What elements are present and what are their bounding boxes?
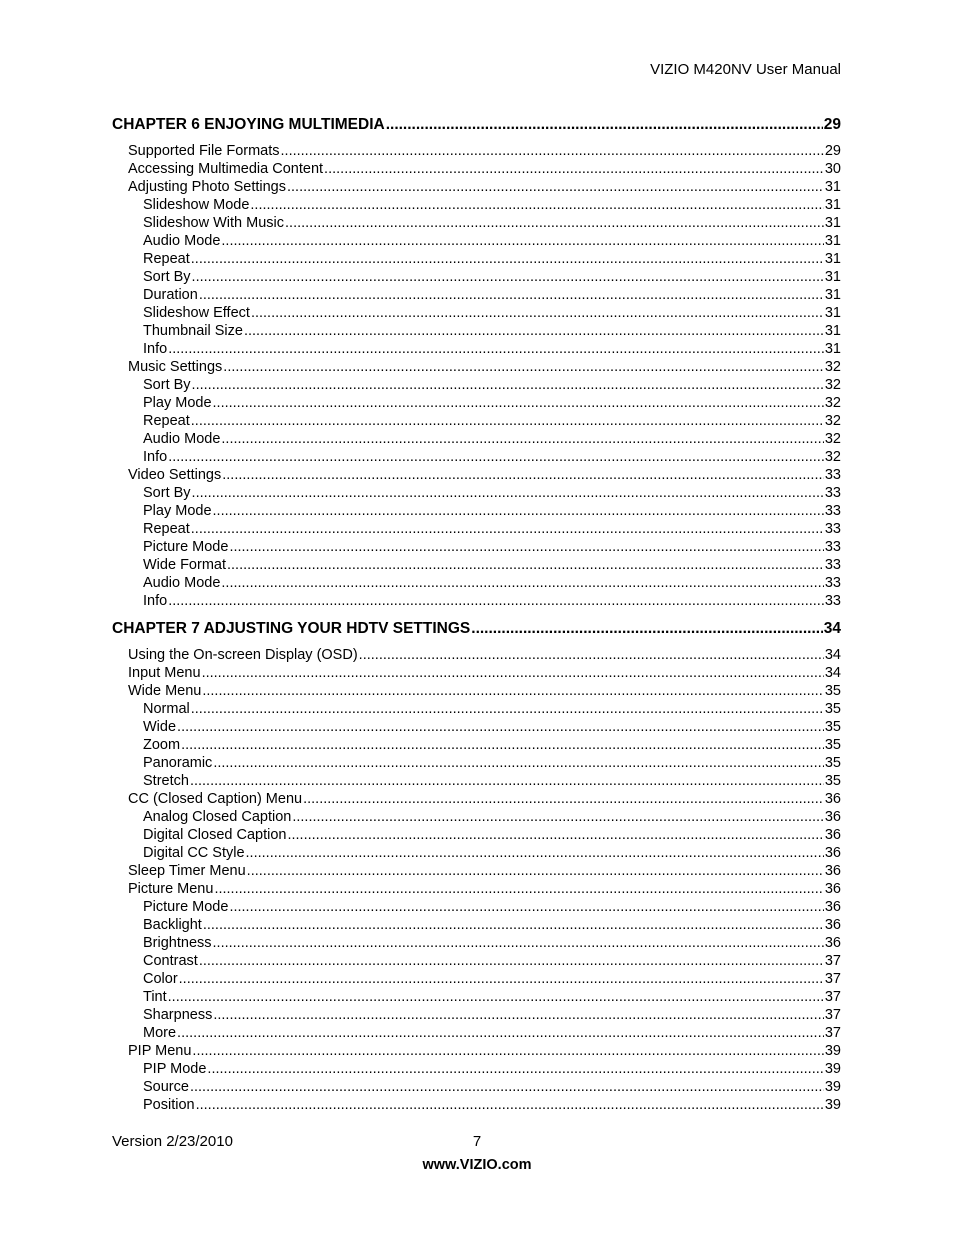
- toc-entry[interactable]: [112, 574, 841, 592]
- toc-chapter-7: [112, 619, 841, 1114]
- chapter-title: CHAPTER 6 ENJOYING MULTIMEDIA: [112, 116, 385, 133]
- toc-entry[interactable]: [112, 718, 841, 736]
- dot-leader: [229, 898, 823, 916]
- toc-entry-page-number: 31: [824, 341, 841, 357]
- toc-entry-page-number: 32: [824, 413, 841, 429]
- toc-entry[interactable]: [112, 1060, 841, 1078]
- toc-entry-label: More: [143, 1025, 177, 1041]
- toc-entry-label: Using the On-screen Display (OSD): [128, 647, 358, 663]
- toc-entry-page-number: 32: [824, 449, 841, 465]
- toc-entry-page-number: 33: [824, 485, 841, 501]
- toc-entry-page-number: 31: [824, 233, 841, 249]
- toc-entry-label: Music Settings: [128, 359, 223, 375]
- dot-leader: [213, 1006, 824, 1024]
- toc-entry-page-number: 33: [824, 557, 841, 573]
- toc-entry-label: Audio Mode: [143, 431, 221, 447]
- toc-entry-page-number: 35: [824, 701, 841, 717]
- dot-leader: [168, 592, 824, 610]
- toc-entry[interactable]: [112, 484, 841, 502]
- toc-entry-page-number: 31: [824, 215, 841, 231]
- dot-leader: [303, 790, 824, 808]
- dot-leader: [192, 1042, 823, 1060]
- toc-entry[interactable]: [112, 142, 841, 160]
- toc-entry-page-number: 36: [824, 827, 841, 843]
- toc-entry-label: Digital Closed Caption: [143, 827, 287, 843]
- toc-entry[interactable]: [112, 286, 841, 304]
- chapter-heading[interactable]: [112, 115, 841, 135]
- toc-entry-label: Info: [143, 449, 168, 465]
- toc-entry[interactable]: [112, 592, 841, 610]
- toc-entry-label: Picture Menu: [128, 881, 214, 897]
- toc-entry-label: Input Menu: [128, 665, 201, 681]
- toc-entry-page-number: 35: [824, 683, 841, 699]
- toc-entry-page-number: 39: [824, 1043, 841, 1059]
- dot-leader: [292, 808, 824, 826]
- toc-entry-label: Video Settings: [128, 467, 222, 483]
- toc-entry-label: Info: [143, 341, 168, 357]
- toc-entry-page-number: 36: [824, 935, 841, 951]
- toc-entry-page-number: 33: [824, 539, 841, 555]
- toc-entry[interactable]: [112, 250, 841, 268]
- toc-entry-label: Color: [143, 971, 178, 987]
- toc-entry[interactable]: [112, 556, 841, 574]
- dot-leader: [191, 520, 824, 538]
- dot-leader: [285, 214, 824, 232]
- toc-entry-page-number: 37: [824, 1007, 841, 1023]
- chapter-page-number: 29: [823, 116, 841, 133]
- toc-entry-page-number: 37: [824, 989, 841, 1005]
- toc-entry[interactable]: [112, 898, 841, 916]
- toc-entry-label: Slideshow Effect: [143, 305, 250, 321]
- toc-entry-label: Position: [143, 1097, 195, 1113]
- dot-leader: [222, 466, 824, 484]
- dot-leader: [196, 1096, 824, 1114]
- toc-entry-page-number: 37: [824, 1025, 841, 1041]
- toc-entry-list: [112, 646, 841, 1114]
- toc-entry[interactable]: [112, 304, 841, 322]
- toc-entry-label: Sleep Timer Menu: [128, 863, 246, 879]
- toc-entry-page-number: 31: [824, 287, 841, 303]
- toc-entry-page-number: 32: [824, 359, 841, 375]
- toc-entry-label: Sort By: [143, 377, 191, 393]
- toc-entry-label: Picture Mode: [143, 539, 229, 555]
- version-label: Version 2/23/2010: [112, 1133, 233, 1150]
- toc-entry-page-number: 36: [824, 881, 841, 897]
- toc-entry[interactable]: [112, 736, 841, 754]
- toc-entry-label: Play Mode: [143, 395, 212, 411]
- dot-leader: [213, 394, 824, 412]
- dot-leader: [202, 664, 824, 682]
- toc-entry-page-number: 36: [824, 791, 841, 807]
- toc-entry-label: Digital CC Style: [143, 845, 245, 861]
- toc-entry[interactable]: [112, 376, 841, 394]
- toc-entry-page-number: 39: [824, 1097, 841, 1113]
- dot-leader: [251, 304, 824, 322]
- toc-entry-page-number: 33: [824, 521, 841, 537]
- toc-entry[interactable]: [112, 934, 841, 952]
- dot-leader: [229, 538, 823, 556]
- toc-entry-label: Audio Mode: [143, 575, 221, 591]
- toc-entry-label: Repeat: [143, 413, 190, 429]
- dot-leader: [192, 268, 824, 286]
- toc-entry-page-number: 31: [824, 269, 841, 285]
- toc-entry[interactable]: [112, 448, 841, 466]
- dot-leader: [244, 322, 824, 340]
- toc-entry-label: Audio Mode: [143, 233, 221, 249]
- toc-entry[interactable]: [112, 862, 841, 880]
- chapter-heading[interactable]: [112, 619, 841, 639]
- toc-entry-page-number: 37: [824, 953, 841, 969]
- toc-entry[interactable]: [112, 844, 841, 862]
- toc-entry[interactable]: [112, 1078, 841, 1096]
- toc-entry-page-number: 35: [824, 737, 841, 753]
- dot-leader: [471, 619, 822, 639]
- dot-leader: [207, 1060, 823, 1078]
- dot-leader: [192, 376, 824, 394]
- toc-entry-label: Repeat: [143, 251, 190, 267]
- toc-entry-label: Wide Format: [143, 557, 226, 573]
- dot-leader: [191, 700, 824, 718]
- toc-entry-label: PIP Mode: [143, 1061, 207, 1077]
- dot-leader: [287, 178, 824, 196]
- dot-leader: [199, 286, 824, 304]
- dot-leader: [324, 160, 824, 178]
- toc-entry[interactable]: [112, 232, 841, 250]
- toc-entry[interactable]: [112, 808, 841, 826]
- toc-entry-page-number: 35: [824, 719, 841, 735]
- toc-entry[interactable]: [112, 430, 841, 448]
- dot-leader: [177, 718, 824, 736]
- toc-entry[interactable]: [112, 772, 841, 790]
- toc-entry[interactable]: [112, 160, 841, 178]
- toc-entry-page-number: 32: [824, 377, 841, 393]
- toc-entry[interactable]: [112, 988, 841, 1006]
- toc-entry[interactable]: [112, 214, 841, 232]
- toc-entry[interactable]: [112, 646, 841, 664]
- toc-entry-label: Supported File Formats: [128, 143, 280, 159]
- toc-entry-label: Picture Mode: [143, 899, 229, 915]
- toc-entry-label: Slideshow With Music: [143, 215, 285, 231]
- dot-leader: [199, 952, 824, 970]
- toc-entry-label: Repeat: [143, 521, 190, 537]
- toc-entry-page-number: 33: [824, 467, 841, 483]
- dot-leader: [246, 844, 824, 862]
- toc-entry-label: Sort By: [143, 485, 191, 501]
- toc-entry-page-number: 36: [824, 845, 841, 861]
- toc-entry[interactable]: [112, 412, 841, 430]
- toc-entry-page-number: 39: [824, 1061, 841, 1077]
- toc-entry[interactable]: [112, 952, 841, 970]
- dot-leader: [221, 574, 823, 592]
- dot-leader: [191, 412, 824, 430]
- toc-chapter-6: [112, 115, 841, 610]
- toc-entry-page-number: 31: [824, 323, 841, 339]
- dot-leader: [221, 232, 823, 250]
- toc-entry[interactable]: [112, 1024, 841, 1042]
- toc-entry[interactable]: [112, 1042, 841, 1060]
- dot-leader: [281, 142, 824, 160]
- toc-entry-page-number: 36: [824, 863, 841, 879]
- dot-leader: [168, 448, 824, 466]
- dot-leader: [213, 934, 824, 952]
- dot-leader: [221, 430, 823, 448]
- dot-leader: [214, 880, 823, 898]
- toc-entry-page-number: 33: [824, 575, 841, 591]
- website-url: www.VIZIO.com: [422, 1157, 532, 1173]
- toc-entry-page-number: 36: [824, 899, 841, 915]
- dot-leader: [192, 484, 824, 502]
- toc-entry[interactable]: [112, 520, 841, 538]
- dot-leader: [213, 754, 824, 772]
- toc-entry-list: [112, 142, 841, 610]
- toc-entry-label: Duration: [143, 287, 198, 303]
- chapter-page-number: 34: [823, 620, 841, 637]
- toc-entry[interactable]: [112, 754, 841, 772]
- toc-entry[interactable]: [112, 178, 841, 196]
- toc-entry[interactable]: [112, 196, 841, 214]
- dot-leader: [223, 358, 824, 376]
- toc-entry[interactable]: [112, 970, 841, 988]
- dot-leader: [213, 502, 824, 520]
- toc-entry-page-number: 32: [824, 395, 841, 411]
- toc-entry-label: Stretch: [143, 773, 189, 789]
- dot-leader: [287, 826, 823, 844]
- page-number: 7: [472, 1133, 482, 1150]
- toc-entry-label: Panoramic: [143, 755, 213, 771]
- toc-entry-label: Sort By: [143, 269, 191, 285]
- dot-leader: [386, 115, 823, 135]
- toc-entry-label: Tint: [143, 989, 167, 1005]
- toc-entry-label: Analog Closed Caption: [143, 809, 292, 825]
- toc-entry-page-number: 37: [824, 971, 841, 987]
- toc-entry[interactable]: [112, 1096, 841, 1114]
- dot-leader: [191, 250, 824, 268]
- toc-entry-page-number: 33: [824, 503, 841, 519]
- toc-entry[interactable]: [112, 880, 841, 898]
- toc-entry-label: Play Mode: [143, 503, 212, 519]
- dot-leader: [181, 736, 824, 754]
- toc-entry[interactable]: [112, 358, 841, 376]
- toc-entry-label: Wide Menu: [128, 683, 202, 699]
- dot-leader: [168, 340, 824, 358]
- toc-entry[interactable]: [112, 682, 841, 700]
- toc-entry-page-number: 35: [824, 755, 841, 771]
- dot-leader: [247, 862, 824, 880]
- toc-entry-label: Sharpness: [143, 1007, 213, 1023]
- dot-leader: [227, 556, 824, 574]
- toc-entry-page-number: 32: [824, 431, 841, 447]
- toc-entry-page-number: 36: [824, 917, 841, 933]
- dot-leader: [168, 988, 824, 1006]
- toc-entry-label: Thumbnail Size: [143, 323, 243, 339]
- dot-leader: [202, 682, 824, 700]
- toc-entry-page-number: 34: [824, 665, 841, 681]
- toc-entry-page-number: 31: [824, 197, 841, 213]
- toc-entry[interactable]: [112, 268, 841, 286]
- toc-entry-label: Normal: [143, 701, 190, 717]
- toc-entry-label: CC (Closed Caption) Menu: [128, 791, 303, 807]
- toc-entry[interactable]: [112, 790, 841, 808]
- toc-entry-page-number: 35: [824, 773, 841, 789]
- chapter-title: CHAPTER 7 ADJUSTING YOUR HDTV SETTINGS: [112, 620, 471, 637]
- toc-entry[interactable]: [112, 916, 841, 934]
- toc-entry[interactable]: [112, 394, 841, 412]
- dot-leader: [177, 1024, 824, 1042]
- toc-entry-label: Contrast: [143, 953, 198, 969]
- toc-entry-label: Brightness: [143, 935, 212, 951]
- toc-entry[interactable]: [112, 322, 841, 340]
- dot-leader: [203, 916, 824, 934]
- toc-entry-page-number: 29: [824, 143, 841, 159]
- toc-entry-page-number: 31: [824, 305, 841, 321]
- toc-entry-page-number: 30: [824, 161, 841, 177]
- toc-entry-label: PIP Menu: [128, 1043, 192, 1059]
- toc-entry-label: Info: [143, 593, 168, 609]
- toc-entry-page-number: 39: [824, 1079, 841, 1095]
- toc-entry-page-number: 36: [824, 809, 841, 825]
- toc-entry[interactable]: [112, 700, 841, 718]
- toc-entry[interactable]: [112, 1006, 841, 1024]
- toc-entry-page-number: 33: [824, 593, 841, 609]
- toc-entry-page-number: 31: [824, 251, 841, 267]
- toc-entry[interactable]: [112, 340, 841, 358]
- toc-entry[interactable]: [112, 826, 841, 844]
- dot-leader: [359, 646, 824, 664]
- toc-entry-label: Source: [143, 1079, 189, 1095]
- manual-title: VIZIO M420NV User Manual: [650, 61, 841, 78]
- toc-entry[interactable]: [112, 538, 841, 556]
- dot-leader: [250, 196, 823, 214]
- toc-entry-label: Accessing Multimedia Content: [128, 161, 324, 177]
- toc-entry-label: Backlight: [143, 917, 202, 933]
- toc-entry-label: Slideshow Mode: [143, 197, 250, 213]
- toc-entry[interactable]: [112, 466, 841, 484]
- toc-entry[interactable]: [112, 502, 841, 520]
- toc-entry[interactable]: [112, 664, 841, 682]
- dot-leader: [190, 772, 824, 790]
- toc-entry-label: Zoom: [143, 737, 181, 753]
- dot-leader: [179, 970, 824, 988]
- toc-entry-label: Wide: [143, 719, 177, 735]
- toc-entry-label: Adjusting Photo Settings: [128, 179, 286, 195]
- dot-leader: [190, 1078, 824, 1096]
- toc-entry-page-number: 31: [824, 179, 841, 195]
- toc-entry-page-number: 34: [824, 647, 841, 663]
